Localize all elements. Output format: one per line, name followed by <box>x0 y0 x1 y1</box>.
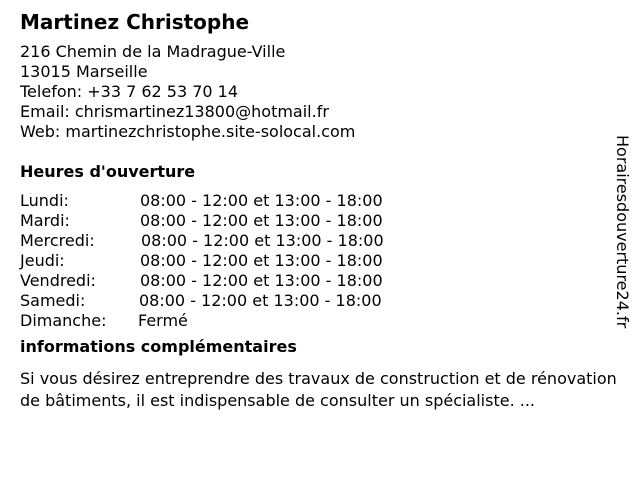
day-label: Mercredi: <box>20 231 95 250</box>
email-address: Email: chrismartinez13800@hotmail.fr <box>20 102 329 121</box>
business-card <box>20 10 620 412</box>
hours-row-monday <box>20 191 620 211</box>
hours-value: Fermé <box>138 311 188 330</box>
day-label: Vendredi: <box>20 271 96 290</box>
website: Web: martinezchristophe.site-solocal.com <box>20 122 356 141</box>
site-watermark: Horairesdouverture24.fr <box>613 135 632 329</box>
address-street: 216 Chemin de la Madrague-Ville <box>20 42 286 61</box>
hours-row-saturday <box>20 291 620 311</box>
day-label: Dimanche: <box>20 311 107 330</box>
day-label: Mardi: <box>20 211 70 230</box>
opening-hours-table <box>20 191 620 331</box>
hours-value: 08:00 - 12:00 et 13:00 - 18:00 <box>141 231 384 250</box>
day-label: Lundi: <box>20 191 69 210</box>
hours-row-wednesday <box>20 231 620 251</box>
additional-info-title: informations complémentaires <box>20 337 297 356</box>
hours-row-sunday <box>20 311 620 331</box>
address-city: 13015 Marseille <box>20 62 148 81</box>
hours-row-friday <box>20 271 620 291</box>
hours-value: 08:00 - 12:00 et 13:00 - 18:00 <box>140 251 383 270</box>
phone-number: Telefon: +33 7 62 53 70 14 <box>20 82 239 101</box>
hours-row-tuesday <box>20 211 620 231</box>
hours-value: 08:00 - 12:00 et 13:00 - 18:00 <box>140 211 383 230</box>
hours-value: 08:00 - 12:00 et 13:00 - 18:00 <box>140 271 383 290</box>
opening-hours-title: Heures d'ouverture <box>20 162 196 181</box>
hours-value: 08:00 - 12:00 et 13:00 - 18:00 <box>139 291 382 310</box>
business-name: Martinez Christophe <box>20 10 250 34</box>
hours-value: 08:00 - 12:00 et 13:00 - 18:00 <box>140 191 383 210</box>
day-label: Samedi: <box>20 291 86 310</box>
hours-row-thursday <box>20 251 620 271</box>
day-label: Jeudi: <box>20 251 65 270</box>
additional-info-text: Si vous désirez entreprendre des travaux de construction et de rénovation de bâtiments, il est indispensable de consulter un spécialiste. ... <box>20 369 617 410</box>
